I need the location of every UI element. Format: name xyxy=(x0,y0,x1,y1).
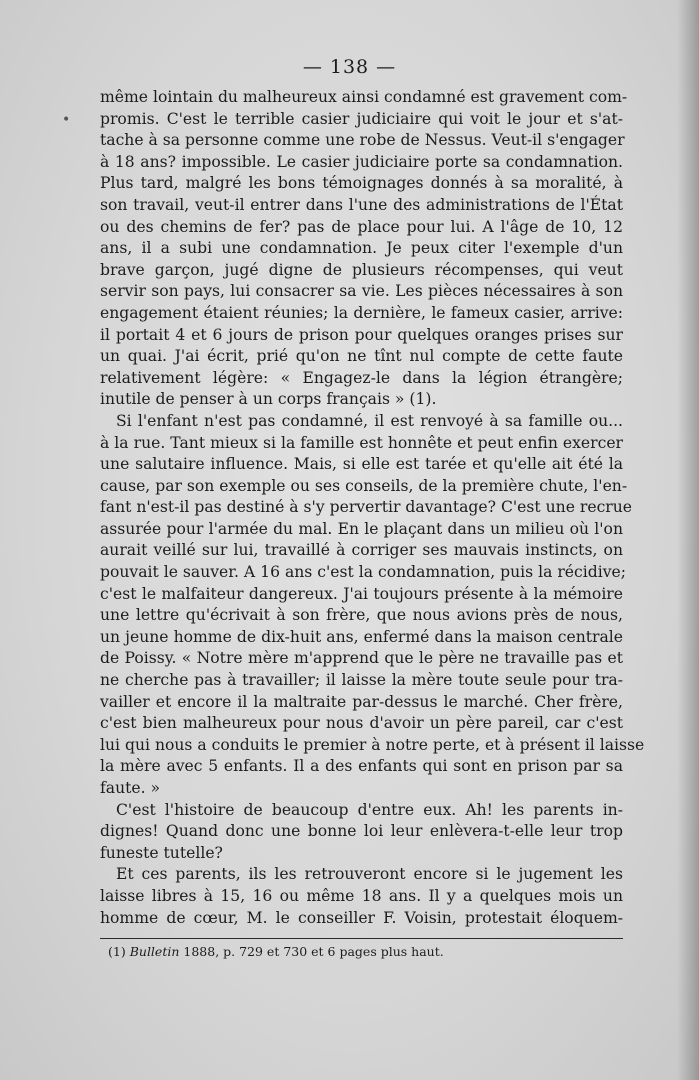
text-line: inutile de penser à un corps français » (1). xyxy=(100,390,437,409)
text-line: c'est bien malheureux pour nous d'avoir un père pareil, car c'est xyxy=(100,714,623,733)
text-line: à la rue. Tant mieux si la famille est honnête et peut enfin exercer xyxy=(100,433,623,452)
footnote xyxy=(108,944,444,959)
page-edge-shadow xyxy=(677,0,699,1080)
text-line: laisse libres à 15, 16 ou même 18 ans. Il y a quelques mois un xyxy=(100,886,623,905)
text-line: relativement légère: « Engagez-le dans la légion étrangère; xyxy=(100,368,623,387)
text-line: de Poissy. « Notre mère m'apprend que le père ne travaille pas et xyxy=(100,649,623,668)
text-line: tache à sa personne comme une robe de Nessus. Veut-il s'engager xyxy=(100,131,625,150)
text-line: vailler et encore il la maltraite par-dessus le marché. Cher frère, xyxy=(100,692,623,711)
text-line: ans, il a subi une condamnation. Je peux citer l'exemple d'un xyxy=(100,239,623,258)
margin-mark: • xyxy=(62,112,71,128)
text-line: un jeune homme de dix-huit ans, enfermé dans la maison centrale xyxy=(100,627,623,646)
text-line: ou des chemins de fer? pas de place pour lui. A l'âge de 10, 12 xyxy=(100,217,623,236)
text-line: promis. C'est le terrible casier judiciaire qui voit le jour et s'at- xyxy=(100,109,623,128)
text-line: dignes! Quand donc une bonne loi leur enlèvera-t-elle leur trop xyxy=(100,822,623,841)
text-line: assurée pour l'armée du mal. En le plaçant dans un milieu où l'on xyxy=(100,519,623,538)
text-line: servir son pays, lui consacrer sa vie. Les pièces nécessaires à son xyxy=(100,282,623,301)
text-line: C'est l'histoire de beaucoup d'entre eux. Ah! les parents in- xyxy=(116,800,623,819)
text-line: funeste tutelle? xyxy=(100,843,223,862)
text-line: même lointain du malheureux ainsi condamné est gravement com- xyxy=(100,88,628,106)
body-text xyxy=(100,87,645,929)
footnote-source: Bulletin xyxy=(129,944,180,959)
text-line: il portait 4 et 6 jours de prison pour quelques oranges prises sur xyxy=(100,325,623,344)
text-line: la mère avec 5 enfants. Il a des enfants qui sont en prison par sa xyxy=(100,757,623,776)
text-line: pouvait le sauver. A 16 ans c'est la condamnation, puis la récidive; xyxy=(100,563,627,582)
text-line: une salutaire influence. Mais, si elle est tarée et qu'elle ait été la xyxy=(100,455,623,474)
text-line: son travail, veut-il entrer dans l'une des administrations de l'État xyxy=(100,195,623,214)
text-line: Et ces parents, ils les retrouveront encore si le jugement les xyxy=(116,865,623,884)
text-line: ne cherche pas à travailler; il laisse la mère toute seule pour tra- xyxy=(100,671,623,690)
footnote-rule xyxy=(100,938,623,939)
text-line: lui qui nous a conduits le premier à notre perte, et à présent il laisse xyxy=(100,735,645,754)
page-number: — 138 — xyxy=(302,56,397,78)
text-line: cause, par son exemple ou ses conseils, de la première chute, l'en- xyxy=(100,476,628,495)
footnote-marker: (1) xyxy=(108,944,126,959)
text-line: Plus tard, malgré les bons témoignages donnés à sa moralité, à xyxy=(100,174,623,193)
text-line: faute. » xyxy=(100,779,161,797)
text-line: un quai. J'ai écrit, prié qu'on ne tînt nul compte de cette faute xyxy=(100,347,623,366)
text-line: fant n'est-il pas destiné à s'y pervertir davantage? C'est une recrue xyxy=(100,498,633,517)
text-line: aurait veillé sur lui, travaillé à corriger ses mauvais instincts, on xyxy=(100,541,623,560)
text-line: à 18 ans? impossible. Le casier judiciaire porte sa condamnation. xyxy=(100,152,623,171)
text-line: brave garçon, jugé digne de plusieurs récompenses, qui veut xyxy=(100,260,623,279)
text-line: Si l'enfant n'est pas condamné, il est renvoyé à sa famille ou... xyxy=(116,411,623,430)
footnote-text: 1888, p. 729 et 730 et 6 pages plus haut. xyxy=(183,944,444,959)
text-line: engagement étaient réunies; la dernière, le fameux casier, arrive: xyxy=(100,303,623,322)
text-line: une lettre qu'écrivait à son frère, que nous avions près de nous, xyxy=(100,606,623,625)
text-line: c'est le malfaiteur dangereux. J'ai toujours présente à la mémoire xyxy=(100,584,623,603)
text-line: homme de cœur, M. le conseiller F. Voisin, protestait éloquem- xyxy=(100,908,623,927)
